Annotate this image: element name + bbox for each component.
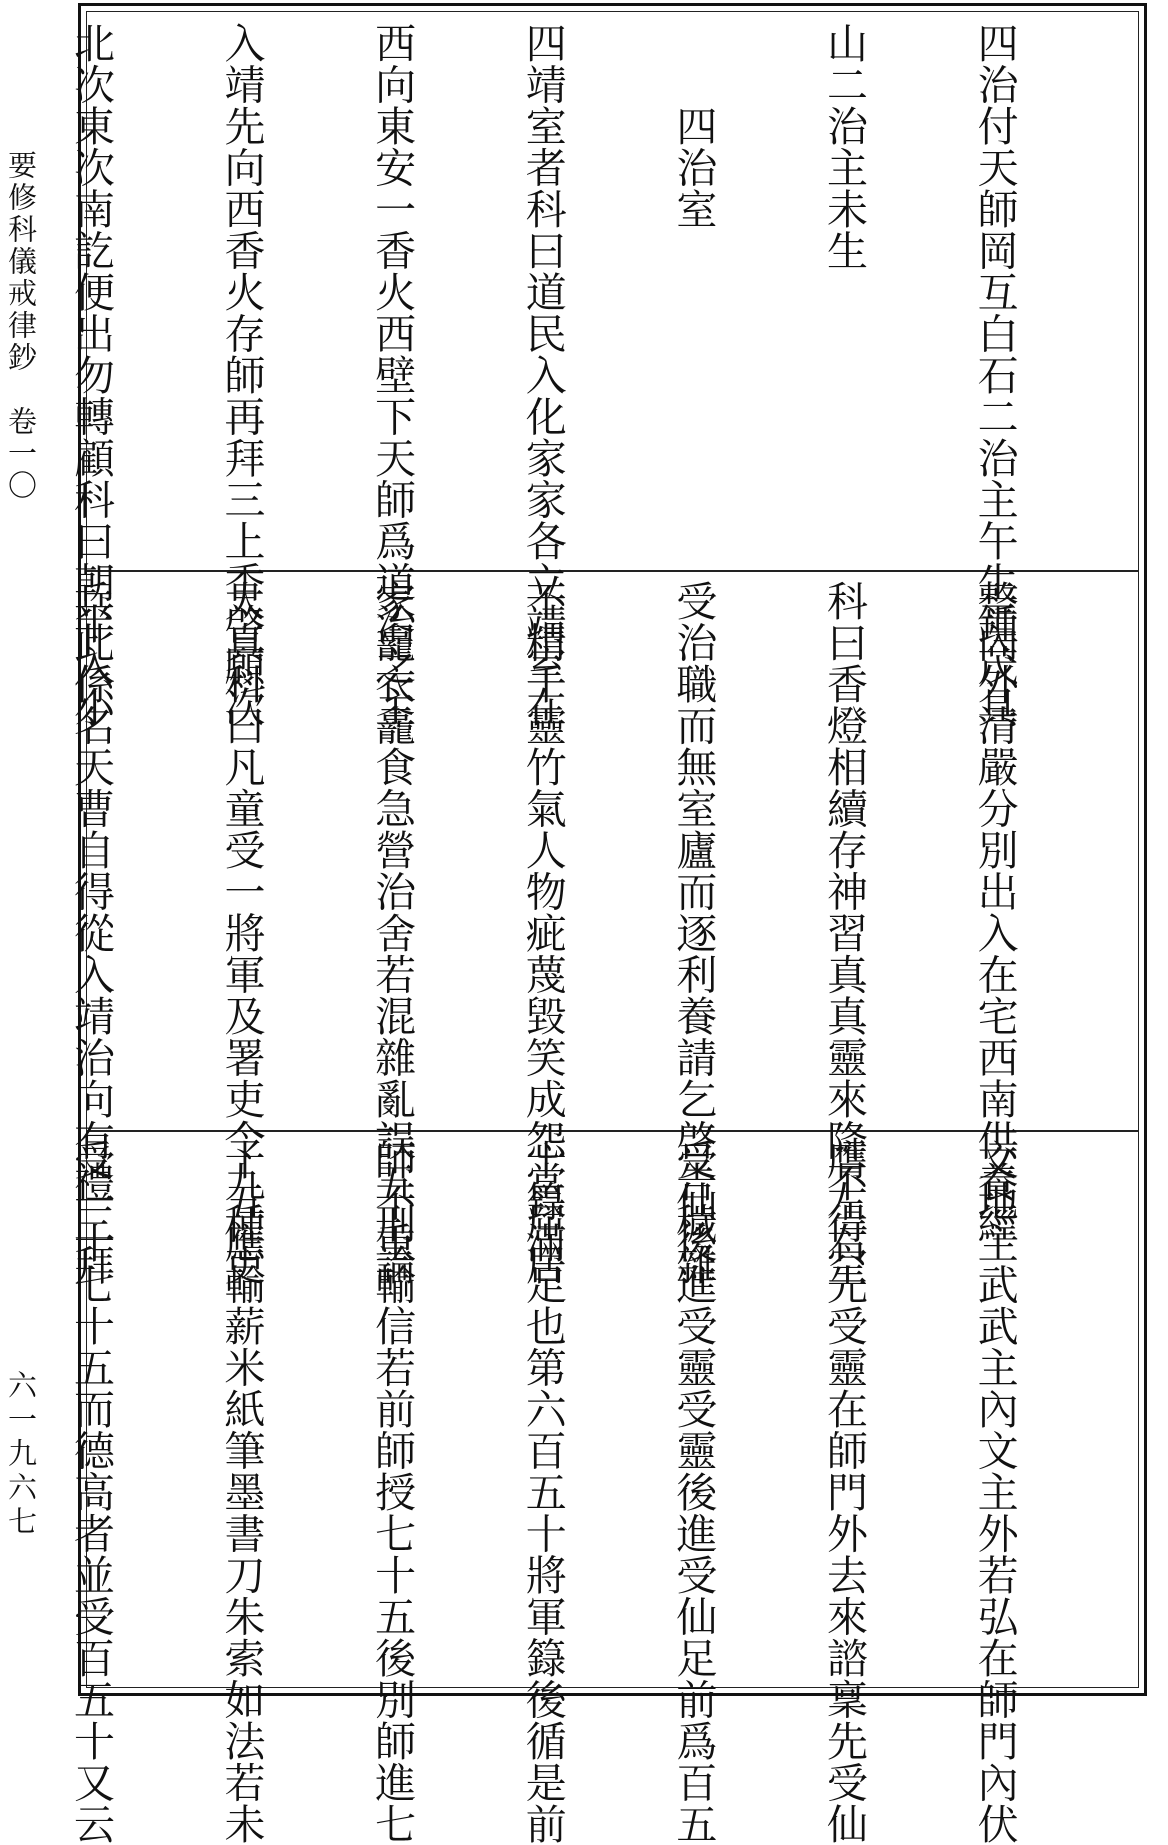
text-column: 不精千靈竹氣人物疵蔑毀笑成怨當屈居 [518,580,567,1286]
text-columns [66,1139,1120,1845]
text-column: 十五應輸薪米紙筆墨書刀朱索如法若未 [217,1139,266,1845]
text-column: 四靖室者科曰道民入化家家各立靖室在 [518,22,567,728]
text-column: 整內外清嚴分別出入在宅西南供養經 [970,580,1019,1244]
text-column: 受一十七十五而德高者並受百五十又云 [66,1139,115,1845]
text-panel-middle [66,580,1120,1286]
text-column: 科曰香燈相續存神習真真靈來降不得空 [819,580,868,1286]
text-column: 太真科曰凡童受一將軍及署吏令九種吏 [217,580,266,1286]
page-number-margin: 六一九六七 [4,1370,38,1540]
text-column: 受仙後進受靈受靈後進受仙足前爲百五 [669,1139,718,1845]
text-panel-bottom [66,1139,1120,1845]
text-columns [66,22,1120,728]
text-column: 受治職而無室廬而逐利養請乞啓告穢雜 [669,580,718,1286]
text-column: 兵此係名天曹自得從入靖治向有禮三拜 [66,580,115,1286]
text-column: 文地主武武主內文主外若弘在師門內伏 [970,1139,1019,1845]
text-column: 四治室 [669,22,718,230]
text-column: 山二治主未生 [819,22,868,271]
text-column: 四治付天師岡互白石二治主午生鍾茂具 [970,22,1019,728]
text-column: 膺左右先受靈在師門外去來諮稟先受仙 [819,1139,868,1845]
text-column: 入靖先向西香火存師再拜三上香啓願次 [217,22,266,728]
text-column: 西向東安一香火西壁下天師爲道治之主 [368,22,417,728]
text-column: 家龕衣龕食急營治舍若混雜亂誤五刑論 [368,580,417,1286]
text-column: 師不重輸信若前師授七十五後別師進七 [368,1139,417,1845]
text-columns [66,580,1120,1286]
book-title-margin: 要修科儀戒律鈔 卷一〇 [4,150,38,502]
text-column: 十籙滿足也第六百五十將軍籙後循是前 [518,1139,567,1845]
text-column: 北次東次南訖便出勿轉顧科曰朝半入小 [66,22,115,728]
text-panel-top [66,22,1120,728]
